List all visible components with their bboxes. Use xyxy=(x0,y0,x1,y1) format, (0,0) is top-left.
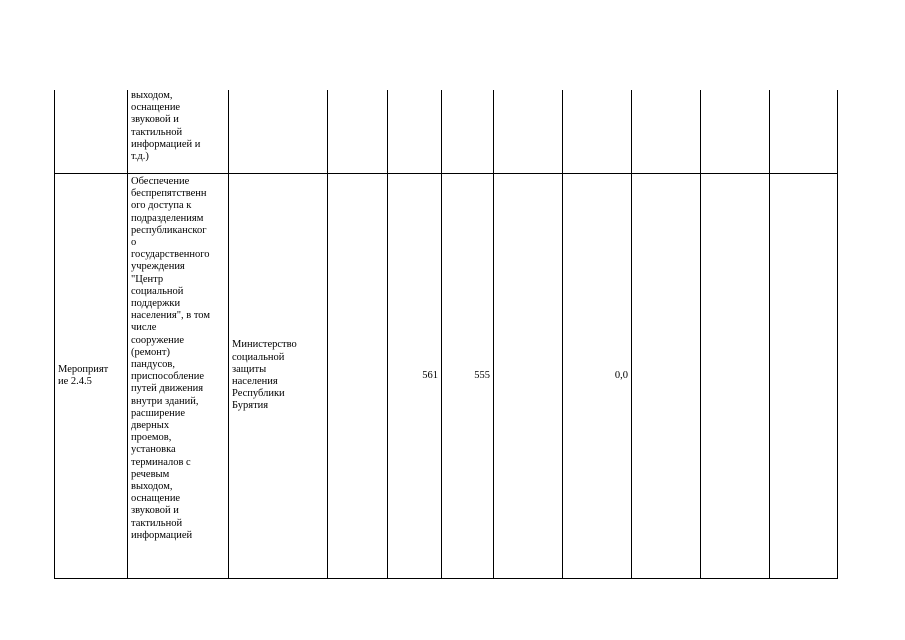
cell-col6 xyxy=(442,90,494,174)
cell-col8: 0,0 xyxy=(563,174,632,579)
cell-col4 xyxy=(328,174,388,579)
cell-col4 xyxy=(328,90,388,174)
cell-description xyxy=(128,174,229,579)
program-table xyxy=(54,90,838,579)
cell-col9 xyxy=(632,174,701,579)
cell-col7 xyxy=(494,174,563,579)
cell-col8 xyxy=(563,90,632,174)
cell-col10 xyxy=(701,174,770,579)
cell-col11 xyxy=(770,90,838,174)
executor-text: Министерство социальной защиты населения Республики Бурятия xyxy=(232,339,297,412)
description-text: Обеспечение беспрепятственн ого доступа к подразделениям республиканског о государственного учреждения "Центр социальной поддержки населения", в том числе сооружение (ремонт) пандусов, приспособление путей движения внутри зданий, расширение дверных проемов, установка терминалов с речевым выходом, оснащение звуковой и тактильной информацией xyxy=(131,176,210,541)
table-row-event-2-4-5 xyxy=(55,174,838,579)
cell-col9 xyxy=(632,90,701,174)
table-row-continued xyxy=(55,90,838,174)
cell-col6: 555 xyxy=(442,174,494,579)
cell-description xyxy=(128,90,229,174)
description-text: выходом, оснащение звуковой и тактильной информацией и т.д.) xyxy=(131,90,201,163)
cell-col11 xyxy=(770,174,838,579)
cell-col5 xyxy=(388,90,442,174)
cell-col5: 561 xyxy=(388,174,442,579)
cell-event-id xyxy=(55,174,128,579)
cell-col7 xyxy=(494,90,563,174)
cell-col10 xyxy=(701,90,770,174)
event-id-text: Мероприят ие 2.4.5 xyxy=(58,363,109,387)
cell-event-id xyxy=(55,90,128,174)
cell-executor xyxy=(229,90,328,174)
cell-executor xyxy=(229,174,328,579)
